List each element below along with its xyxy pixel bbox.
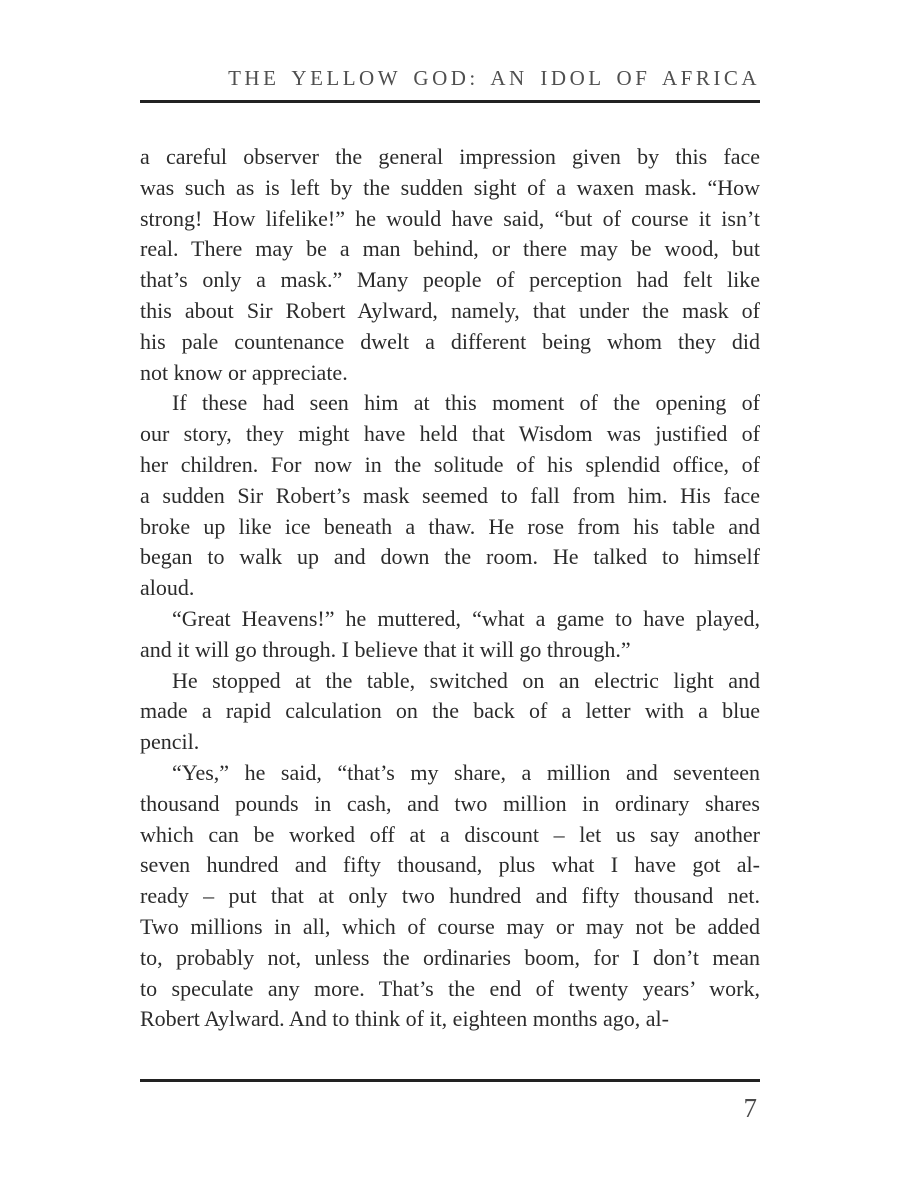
text-line: a sudden Sir Robert’s mask seemed to fall from him. His face bbox=[140, 482, 760, 508]
text-line: thousand pounds in cash, and two million in ordinary shares bbox=[140, 790, 760, 816]
text-line: began to walk up and down the room. He talked to himself bbox=[140, 544, 760, 570]
text-line: strong! How lifelike!” he would have said, “but of course it isn’t bbox=[140, 205, 760, 231]
footer-rule bbox=[140, 1079, 760, 1082]
paragraph bbox=[140, 604, 760, 666]
text-line: Robert Aylward. And to think of it, eighteen months ago, al- bbox=[140, 1006, 669, 1032]
text-line: He stopped at the table, switched on an electric light and bbox=[172, 667, 760, 693]
text-line: our story, they might have held that Wisdom was justified of bbox=[140, 421, 760, 447]
body-text bbox=[140, 142, 760, 1035]
text-line: pencil. bbox=[140, 729, 200, 755]
page-number: 7 bbox=[743, 1093, 757, 1123]
text-line: this about Sir Robert Aylward, namely, that under the mask of bbox=[140, 297, 760, 323]
paragraph bbox=[140, 388, 760, 604]
text-line: seven hundred and fifty thousand, plus what I have got al- bbox=[140, 852, 760, 878]
text-line: was such as is left by the sudden sight of a waxen mask. “How bbox=[140, 174, 760, 200]
paragraph bbox=[140, 142, 760, 388]
text-line: that’s only a mask.” Many people of perception had felt like bbox=[140, 267, 760, 293]
text-line: a careful observer the general impression given by this face bbox=[140, 144, 760, 169]
text-line: which can be worked off at a discount – let us say another bbox=[140, 821, 760, 847]
text-line: aloud. bbox=[140, 575, 195, 601]
text-line: broke up like ice beneath a thaw. He rose from his table and bbox=[140, 513, 760, 539]
text-line: “Yes,” he said, “that’s my share, a million and seventeen bbox=[172, 759, 760, 785]
paragraph bbox=[140, 666, 760, 758]
text-line: to speculate any more. That’s the end of twenty years’ work, bbox=[140, 975, 760, 1001]
text-line: not know or appreciate. bbox=[140, 359, 348, 385]
text-line: real. There may be a man behind, or there may be wood, but bbox=[140, 236, 760, 262]
text-line: Two millions in all, which of course may or may not be added bbox=[140, 913, 760, 939]
text-line: If these had seen him at this moment of the opening of bbox=[172, 390, 760, 416]
running-header-title: THE YELLOW GOD: AN IDOL OF AFRICA bbox=[228, 66, 760, 90]
paragraph bbox=[140, 758, 760, 1035]
text-line: made a rapid calculation on the back of a letter with a blue bbox=[140, 698, 760, 724]
header-rule bbox=[140, 100, 760, 103]
text-line: to, probably not, unless the ordinaries boom, for I don’t mean bbox=[140, 944, 760, 970]
text-line: her children. For now in the solitude of his splendid office, of bbox=[140, 451, 760, 477]
text-line: his pale countenance dwelt a different being whom they did bbox=[140, 328, 760, 354]
text-line: “Great Heavens!” he muttered, “what a game to have played, bbox=[172, 605, 760, 631]
text-line: and it will go through. I believe that it will go through.” bbox=[140, 636, 631, 662]
text-line: ready – put that at only two hundred and fifty thousand net. bbox=[140, 883, 760, 909]
